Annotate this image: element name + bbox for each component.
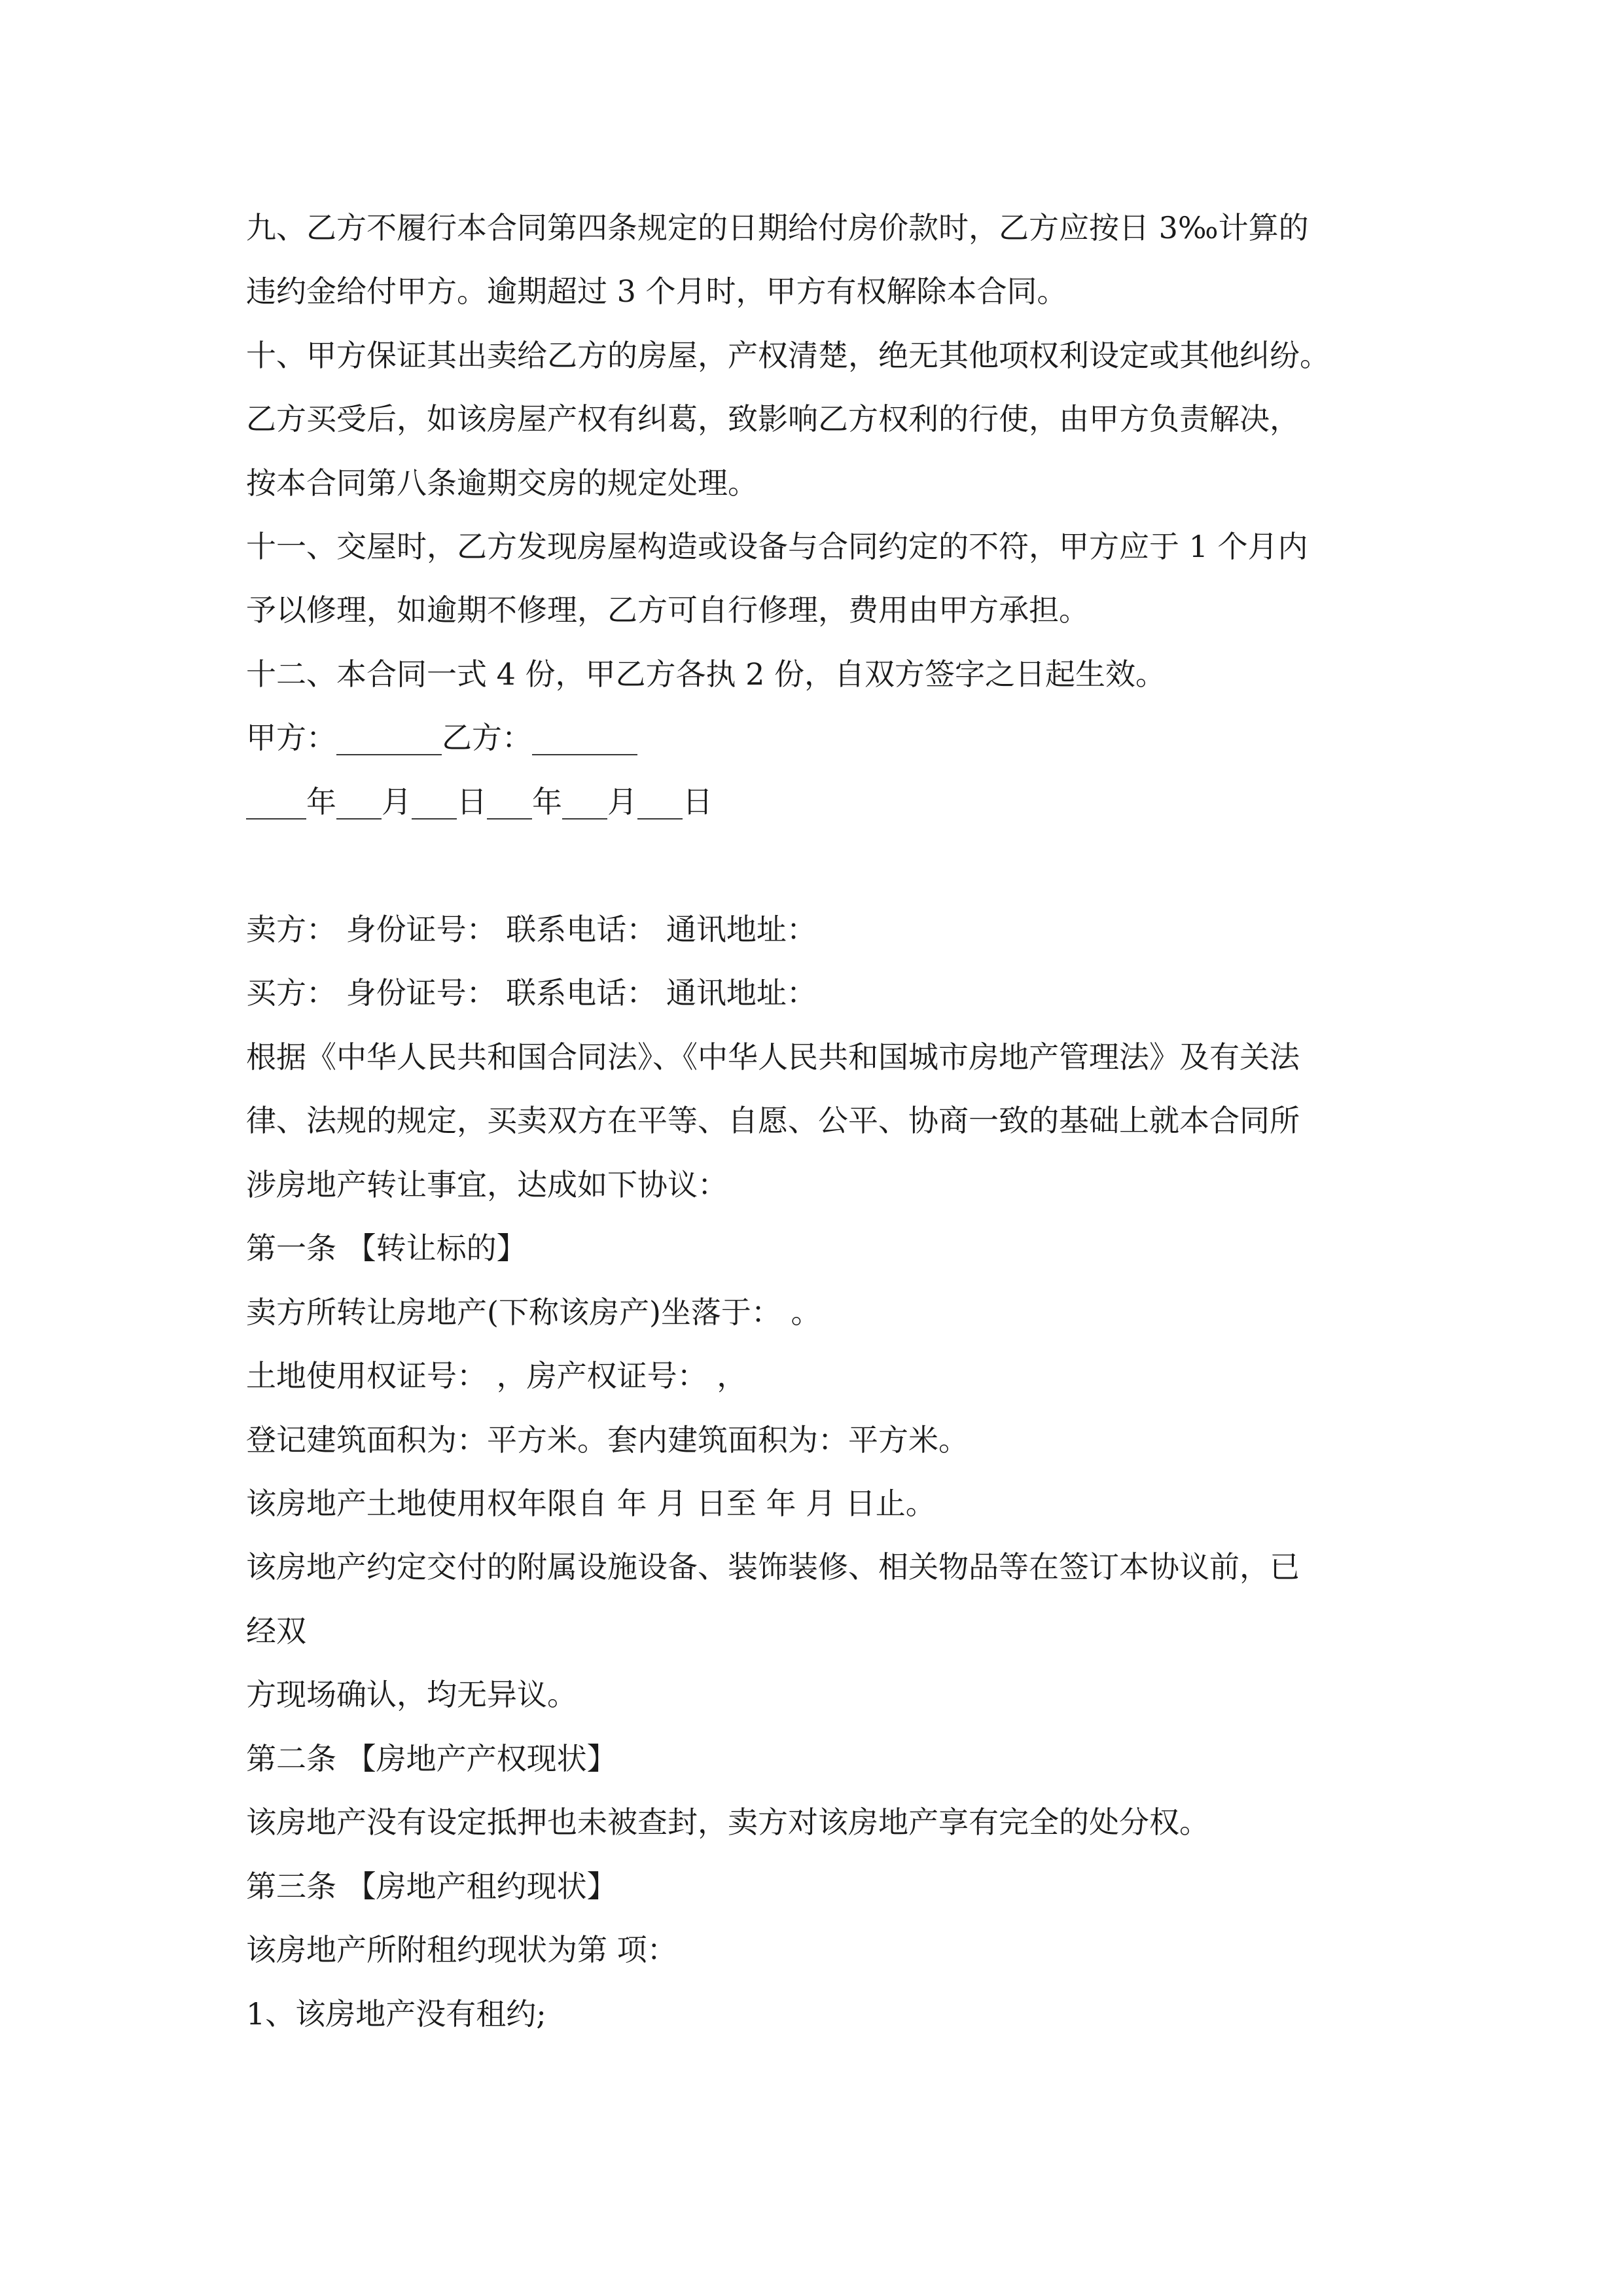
text-line: 十一、交屋时，乙方发现房屋构造或设备与合同约定的不符，甲方应于 1 个月内	[246, 529, 1308, 564]
article-heading: 第一条 【转让标的】	[246, 1230, 527, 1266]
text-line: 1、该房地产没有租约;	[246, 1996, 546, 2032]
signature-line: 甲方：_______乙方：_______	[246, 720, 637, 755]
text-line: 该房地产没有设定抵押也未被查封，卖方对该房地产享有完全的处分权。	[246, 1804, 1209, 1840]
text-line: 乙方买受后，如该房屋产权有纠葛，致影响乙方权利的行使，由甲方负责解决，	[246, 401, 1300, 437]
text-line: 十二、本合同一式 4 份，甲乙方各执 2 份，自双方签字之日起生效。	[246, 656, 1166, 692]
text-line: 根据《中华人民共和国合同法》、《中华人民共和国城市房地产管理法》及有关法	[246, 1039, 1300, 1075]
text-line: 方现场确认，均无异议。	[246, 1677, 577, 1712]
date-line: ____年___月___日___年___月___日	[246, 784, 713, 819]
article-heading: 第二条 【房地产产权现状】	[246, 1741, 617, 1776]
text-line: 律、法规的规定，买卖双方在平等、自愿、公平、协商一致的基础上就本合同所	[246, 1103, 1300, 1138]
text-line: 卖方所转让房地产(下称该房产)坐落于： 。	[246, 1295, 821, 1330]
text-line: 登记建筑面积为：平方米。套内建筑面积为：平方米。	[246, 1422, 969, 1458]
text-line: 该房地产所附租约现状为第 项：	[246, 1932, 677, 1967]
article-heading: 第三条 【房地产租约现状】	[246, 1869, 617, 1904]
text-line: 予以修理，如逾期不修理，乙方可自行修理，费用由甲方承担。	[246, 592, 1089, 628]
text-line: 九、乙方不履行本合同第四条规定的日期给付房价款时，乙方应按日 3‰计算的	[246, 210, 1309, 245]
seller-info: 卖方： 身份证号： 联系电话： 通讯地址：	[246, 912, 817, 947]
text-line: 土地使用权证号： ，房产权证号： ，	[246, 1358, 747, 1393]
text-line: 该房地产约定交付的附属设施设备、装饰装修、相关物品等在签订本协议前，已	[246, 1549, 1300, 1585]
text-line: 经双	[246, 1613, 306, 1649]
text-line: 违约金给付甲方。逾期超过 3 个月时，甲方有权解除本合同。	[246, 274, 1067, 309]
buyer-info: 买方： 身份证号： 联系电话： 通讯地址：	[246, 975, 817, 1011]
text-line: 涉房地产转让事宜，达成如下协议：	[246, 1167, 728, 1202]
text-line: 十、甲方保证其出卖给乙方的房屋，产权清楚，绝无其他项权利设定或其他纠纷。	[246, 338, 1330, 373]
text-line: 按本合同第八条逾期交房的规定处理。	[246, 465, 758, 501]
text-line: 该房地产土地使用权年限自 年 月 日至 年 月 日止。	[246, 1486, 936, 1521]
